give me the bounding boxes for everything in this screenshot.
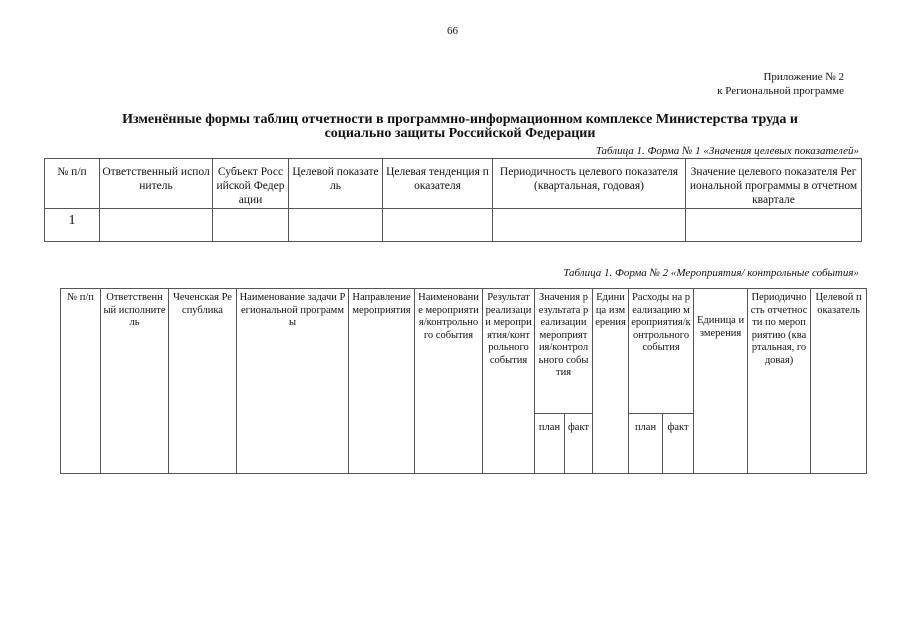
t1-cell [493, 209, 686, 242]
title-line-1: Изменённые формы таблиц отчетности в программно-информационном комплексе Министерства труда и [122, 112, 798, 127]
appendix-line-1: Приложение № 2 [763, 71, 844, 83]
table2-caption: Таблица 1. Форма № 2 «Мероприятия/ контрольные события» [563, 267, 859, 279]
page-number: 66 [447, 25, 458, 37]
table-row [45, 209, 862, 242]
t1-col-value: Значение целевого показателя Региональной программы в отчетном квартале [686, 159, 862, 209]
t2-col-number: № п/п [61, 289, 101, 474]
t2-col-unit-2: Единица измерения [694, 289, 748, 474]
t2-col-event-name: Наименование мероприятия/контрольного события [415, 289, 483, 474]
t1-col-executor: Ответственный исполнитель [100, 159, 213, 209]
t2-col-region: Чеченская Республика [169, 289, 237, 474]
t1-cell [100, 209, 213, 242]
t2-col-task: Наименование задачи Региональной программы [237, 289, 349, 474]
title-line-2: социально защиты Российской Федерации [324, 126, 596, 141]
t1-cell [686, 209, 862, 242]
document-title [70, 113, 850, 141]
table2-header-row [61, 289, 867, 414]
t1-cell-number: 1 [45, 209, 100, 242]
t2-col-direction: Направление мероприятия [349, 289, 415, 474]
t2-sub-plan-2: план [629, 414, 663, 474]
t2-sub-fact-2: факт [663, 414, 694, 474]
t1-col-periodicity: Периодичность целевого показателя (квартальная, годовая) [493, 159, 686, 209]
appendix-note [717, 70, 844, 98]
t1-cell [213, 209, 289, 242]
table1-header-row [45, 159, 862, 209]
t1-col-number: № п/п [45, 159, 100, 209]
t1-col-subject: Субъект Российской Федерации [213, 159, 289, 209]
events-table [60, 288, 867, 474]
targets-table [44, 158, 862, 242]
t2-sub-fact: факт [565, 414, 593, 474]
t2-col-unit: Единица измерения [593, 289, 629, 474]
t1-cell [383, 209, 493, 242]
t2-col-periodicity: Периодичность отчетности по мероприятию (квартальная, годовая) [748, 289, 811, 474]
t2-col-expenses: Расходы на реализацию мероприятия/контрольного события [629, 289, 694, 414]
t2-col-result: Результат реализации мероприятия/контрольного события [483, 289, 535, 474]
appendix-line-2: к Региональной программе [717, 85, 844, 97]
t1-cell [289, 209, 383, 242]
table1-caption: Таблица 1. Форма № 1 «Значения целевых показателей» [595, 145, 859, 157]
t1-col-indicator: Целевой показатель [289, 159, 383, 209]
t2-col-result-values: Значения результата реализации мероприятия/контрольного события [535, 289, 593, 414]
t2-col-executor: Ответственный исполнитель [101, 289, 169, 474]
t2-col-target: Целевой показатель [811, 289, 867, 474]
t2-sub-plan: план [535, 414, 565, 474]
t1-col-trend: Целевая тенденция показателя [383, 159, 493, 209]
